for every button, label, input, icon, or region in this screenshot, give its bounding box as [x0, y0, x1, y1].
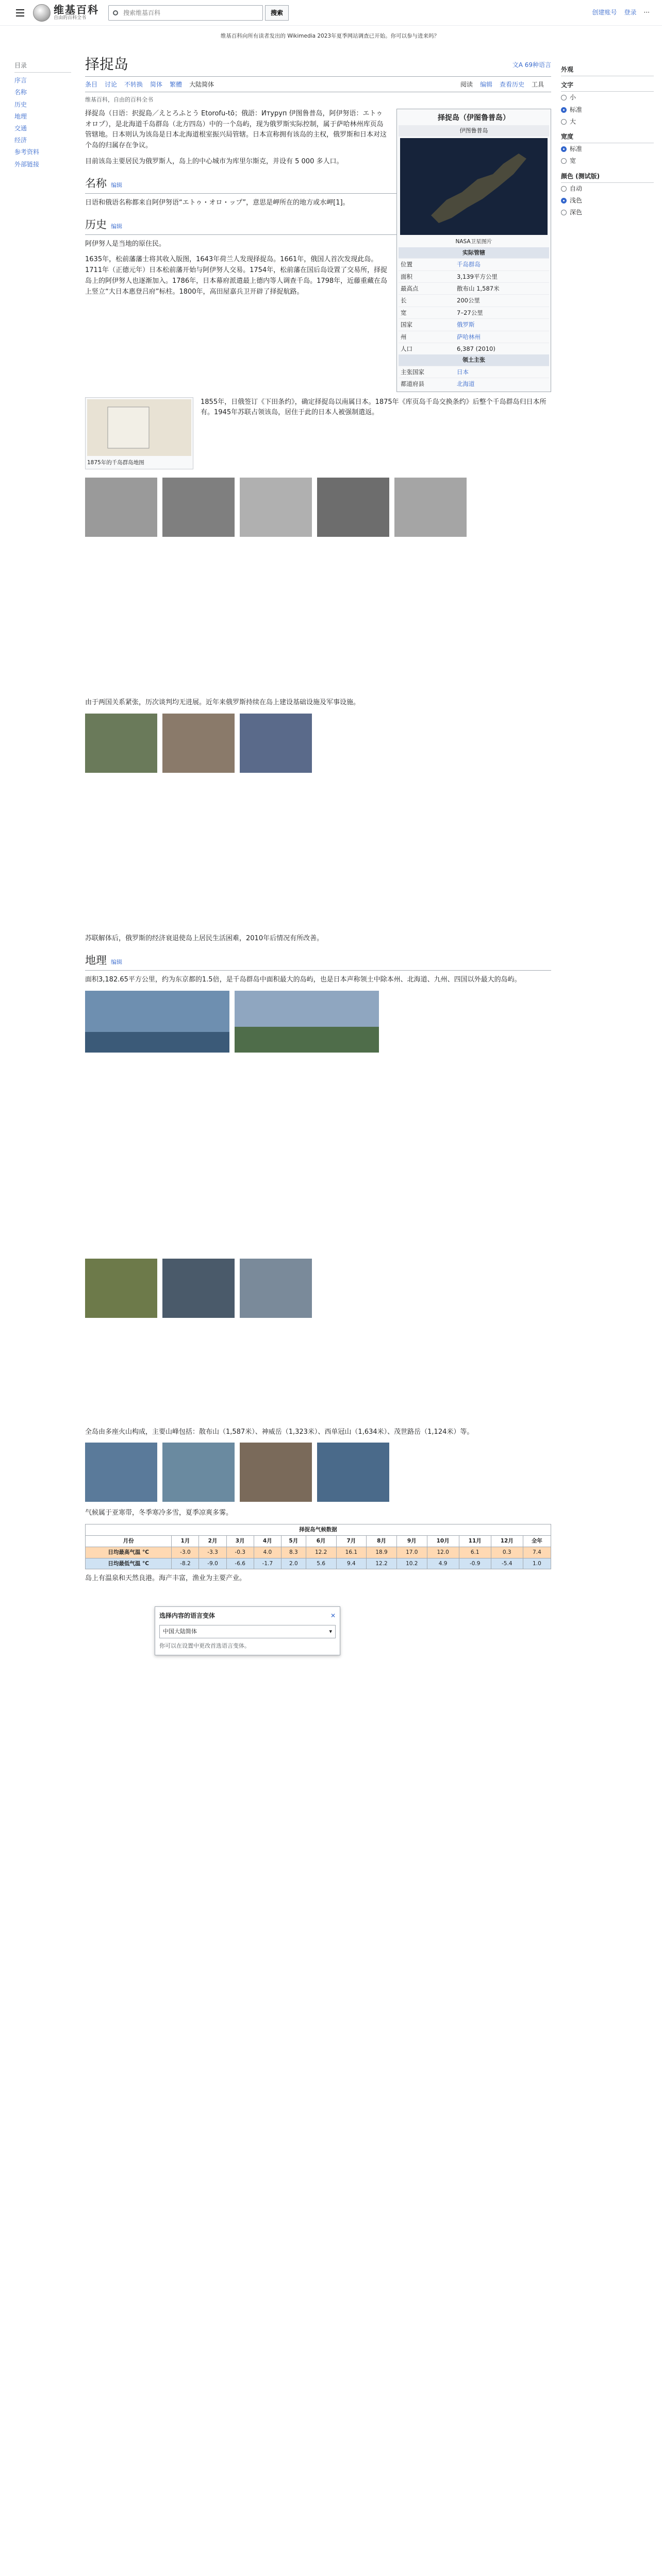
option-label: 标准	[570, 145, 583, 153]
landscape-photo[interactable]	[85, 991, 229, 1053]
radio-icon	[561, 119, 567, 125]
appearance-heading: 外观	[561, 65, 654, 76]
radio-selected-icon	[561, 107, 567, 113]
climate-cell: 2.0	[281, 1558, 306, 1569]
climate-cell: -3.3	[199, 1547, 226, 1558]
climate-header: 4月	[254, 1536, 281, 1547]
tab-history[interactable]: 查看历史	[499, 81, 524, 88]
color-auto[interactable]	[561, 183, 654, 195]
infobox-caption: NASA卫星图片	[455, 238, 492, 245]
infobox-key: 长	[399, 295, 455, 307]
climate-cell: -0.3	[226, 1547, 254, 1558]
climate-cell: -9.0	[199, 1558, 226, 1569]
infobox-key: 州	[399, 331, 455, 343]
infobox	[396, 109, 551, 392]
climate-cell: 18.9	[367, 1547, 397, 1558]
climate-cell: -6.6	[226, 1558, 254, 1569]
language-button[interactable]: 文A 69种语言	[512, 61, 551, 69]
infobox-value[interactable]: 俄罗斯	[455, 319, 549, 331]
climate-header: 月份	[86, 1536, 172, 1547]
infobox-key: 国家	[399, 319, 455, 331]
popup-note: 你可以在设置中更改首选语言变体。	[159, 1642, 250, 1650]
option-label: 深色	[570, 209, 583, 216]
option-label: 自动	[570, 184, 583, 192]
infobox-value[interactable]: 日本	[455, 366, 549, 378]
history-gallery	[85, 478, 551, 537]
radio-icon	[561, 95, 567, 100]
gallery-photo[interactable]	[240, 1443, 312, 1502]
toc-heading: 目录	[14, 61, 71, 73]
edit-link[interactable]: 编辑	[111, 958, 122, 965]
article-content	[85, 56, 551, 1589]
historic-map-image	[87, 399, 191, 456]
appearance-panel	[561, 61, 654, 218]
wikipedia-globe-icon	[33, 4, 51, 22]
gallery-photo[interactable]	[85, 1259, 157, 1318]
geography-paragraph: 面积3,182.65平方公里，约为东京都的1.5倍，是千岛群岛中面积最大的岛屿，也是日本声称领土中除本州、北海道、九州、四国以外最大的岛屿。	[85, 975, 521, 984]
climate-header: 5月	[281, 1536, 306, 1547]
infobox-section: 领土主张	[399, 354, 549, 366]
climate-header: 全年	[523, 1536, 551, 1547]
search-icon	[113, 10, 118, 15]
site-name: 维基百科	[54, 4, 99, 16]
climate-cell: -5.4	[491, 1558, 523, 1569]
survey-banner[interactable]: 维基百科向所有读者发出的 Wikimedia 2023年夏季网站调查已开始。你可以参与进来吗？	[220, 33, 440, 39]
history-paragraph: 由于两国关系紧张，历次谈判均无进展。近年来俄罗斯持续在岛上建设基础设施及军事设施。	[85, 699, 360, 707]
width-label: 宽度	[561, 132, 654, 143]
climate-header: 11月	[459, 1536, 491, 1547]
option-label: 小	[570, 94, 576, 101]
geography-gallery	[85, 991, 551, 1053]
infobox-value: 200公里	[455, 295, 549, 307]
site-logo[interactable]	[33, 4, 99, 22]
gallery-photo[interactable]	[85, 714, 157, 773]
top-bar	[0, 0, 662, 26]
climate-cell: 7.4	[523, 1547, 551, 1558]
option-label: 标准	[570, 106, 583, 113]
climate-row-label: 日均最低气温 °C	[86, 1558, 172, 1569]
gallery-photo[interactable]	[240, 478, 312, 537]
toc-item[interactable]: 经济	[14, 137, 27, 144]
gallery-photo[interactable]	[162, 478, 235, 537]
popup-title: 选择内容的语言变体	[159, 1612, 216, 1619]
toc-item[interactable]: 地理	[14, 112, 27, 120]
gallery-photo[interactable]	[162, 1259, 235, 1318]
climate-cell: 0.3	[491, 1547, 523, 1558]
climate-cell: 16.1	[336, 1547, 367, 1558]
tab-variant-simplified[interactable]: 简体	[150, 81, 163, 88]
table-of-contents	[14, 61, 71, 171]
gallery-photo[interactable]	[394, 478, 467, 537]
color-light[interactable]	[561, 195, 654, 207]
historic-map-thumbnail[interactable]	[85, 397, 193, 470]
infobox-key: 面积	[399, 270, 455, 282]
option-label: 大	[570, 117, 576, 125]
variant-select[interactable]: 中国大陆简体 ▾	[159, 1625, 336, 1638]
infobox-key: 主张国家	[399, 366, 455, 378]
toc-item[interactable]: 历史	[14, 100, 27, 108]
climate-cell: 12.2	[306, 1547, 336, 1558]
island-satellite-graphic	[400, 138, 551, 235]
history-paragraph: 1855年，日俄签订《下田条约》，确定择捉岛以南属日本。1875年《库页岛千岛交换条约》后整个千岛群岛归日本所有。1945年苏联占领该岛，居住于此的日本人被强制遣返。	[201, 398, 547, 417]
infobox-value[interactable]: 萨哈林州	[455, 331, 549, 343]
climate-cell: 8.3	[281, 1547, 306, 1558]
gallery-photo[interactable]	[85, 1443, 157, 1502]
climate-cell: -1.7	[254, 1558, 281, 1569]
history-paragraph: 1635年，松前藩藩士将其收入版图，1643年荷兰人发现择捉岛。1661年，俄国人首次发现此岛。1711年（正德元年）日本松前藩开始与阿伊努人交易。1754年，松前藩在国后岛设置了交易所，择捉岛上的阿伊努人也逐渐加入。1786年，日本幕府派遣最上德内等人调查千岛。1798年，近藤重藏在岛上竖立“大日本惠登吕府”标柱。1800年，高田屋嘉兵卫开辟了择捉航路。	[85, 256, 388, 296]
climate-header: 9月	[396, 1536, 427, 1547]
tab-read[interactable]: 阅读	[460, 81, 473, 88]
name-paragraph: 日语和俄语名称都来自阿伊努语“エトゥ・オロ・ップ”，意思是岬所在的地方或水岬[1]。	[85, 198, 350, 207]
climate-cell: 4.0	[254, 1547, 281, 1558]
search-input[interactable]	[108, 5, 263, 21]
infobox-value: 散布山 1,587米	[455, 282, 549, 294]
text-size-small[interactable]	[561, 92, 654, 104]
climate-cell: 12.0	[427, 1547, 459, 1558]
tab-article[interactable]: 条目	[85, 81, 98, 88]
climate-cell: 17.0	[396, 1547, 427, 1558]
tab-variant-traditional[interactable]: 繁體	[170, 81, 183, 88]
tab-tools[interactable]: 工具	[531, 81, 544, 88]
geography-paragraph: 全岛由多座火山构成，主要山峰包括：散布山（1,587米）、神威岳（1,323米）、西单冠山（1,634米）、茂世路岳（1,124米）等。	[85, 1428, 474, 1436]
width-wide[interactable]	[561, 155, 654, 167]
toc-item[interactable]: 参考资料	[14, 148, 40, 156]
gallery-photo[interactable]	[240, 1259, 312, 1318]
text-size-label: 文字	[561, 80, 654, 92]
climate-row-label: 日均最高气温 °C	[86, 1547, 172, 1558]
climate-header: 12月	[491, 1536, 523, 1547]
from-line: 维基百科，自由的百科全书	[85, 96, 153, 104]
toc-item[interactable]: 外部链接	[14, 160, 40, 168]
climate-table	[85, 1524, 551, 1569]
infobox-value: 7–27公里	[455, 307, 549, 318]
edit-link[interactable]: 编辑	[111, 181, 122, 189]
geography-gallery-2	[85, 1259, 551, 1318]
climate-cell: 6.1	[459, 1547, 491, 1558]
climate-title: 择捉岛气候数据	[86, 1524, 551, 1536]
heading-text: 地理	[85, 954, 107, 967]
radio-selected-icon	[561, 146, 567, 152]
radio-icon	[561, 210, 567, 215]
site-tagline: 自由的百科全书	[54, 15, 87, 21]
heading-text: 名称	[85, 177, 107, 190]
text-size-large[interactable]	[561, 116, 654, 128]
climate-cell: 1.0	[523, 1558, 551, 1569]
climate-cell: 4.9	[427, 1558, 459, 1569]
search-button[interactable]: 搜索	[265, 5, 289, 21]
option-label: 浅色	[570, 196, 583, 204]
close-icon[interactable]: ✕	[330, 1612, 336, 1619]
infobox-section: 实际管辖	[399, 247, 549, 259]
gallery-photo[interactable]	[85, 478, 157, 537]
infobox-key: 宽	[399, 307, 455, 318]
climate-cell: -0.9	[459, 1558, 491, 1569]
climate-cell: 9.4	[336, 1558, 367, 1569]
thumbnail-caption: 1875年的千岛群岛地图	[87, 460, 144, 466]
main-menu-icon[interactable]	[11, 4, 29, 22]
page-title: 择捉岛	[85, 57, 129, 73]
infobox-value[interactable]: 千岛群岛	[455, 259, 549, 270]
tab-variant-none[interactable]: 不转换	[124, 81, 143, 88]
landscape-photo[interactable]	[235, 991, 379, 1053]
climate-header: 10月	[427, 1536, 459, 1547]
gallery-photo[interactable]	[317, 1443, 389, 1502]
text-size-standard[interactable]	[561, 104, 654, 116]
radio-icon	[561, 186, 567, 192]
satellite-image[interactable]	[400, 138, 548, 235]
geography-gallery-3	[85, 1443, 551, 1502]
gallery-photo[interactable]	[162, 1443, 235, 1502]
page-tabs	[85, 80, 551, 92]
climate-header: 1月	[172, 1536, 199, 1547]
infobox-value[interactable]: 北海道	[455, 378, 549, 390]
history-gallery-2	[85, 714, 551, 773]
infobox-key: 人口	[399, 343, 455, 354]
gallery-photo[interactable]	[162, 714, 235, 773]
climate-header: 6月	[306, 1536, 336, 1547]
infobox-native-name: 伊图鲁普岛	[399, 125, 549, 137]
infobox-value: 3,139平方公里	[455, 270, 549, 282]
radio-selected-icon	[561, 198, 567, 204]
economy-paragraph: 岛上有温泉和天然良港。海产丰富，渔业为主要产业。	[85, 1574, 246, 1583]
toc-item[interactable]: 名称	[14, 89, 27, 96]
history-paragraph: 苏联解体后，俄罗斯的经济衰退使岛上居民生活困难，2010年后情况有所改善。	[85, 935, 324, 943]
tab-variant-mainland[interactable]: 大陆简体	[189, 81, 214, 88]
climate-header: 2月	[199, 1536, 226, 1547]
intro-paragraph-2: 目前该岛主要居民为俄罗斯人，岛上的中心城市为库里尔斯克，并设有 5 000 多人口。	[85, 157, 343, 165]
create-account-link[interactable]: 创建账号	[592, 8, 617, 16]
climate-cell: 10.2	[396, 1558, 427, 1569]
color-label: 颜色 (测试版)	[561, 172, 654, 183]
infobox-key: 位置	[399, 259, 455, 270]
toc-item[interactable]: 序言	[14, 77, 27, 84]
intro-paragraph: 择捉岛（日语：択捉島／えとろふとう Etorofu-tō；俄語：Итуруп 伊图鲁普岛，阿伊努语：エトゥオロプ），是北海道千岛群岛（北方四岛）中的一个岛屿，现为俄罗斯实际控制，属于萨哈林州库页岛管辖地。日本则认为该岛是日本北海道根室振兴局管辖。日本宣称拥有该岛的主权，俄罗斯和日本对这个岛的归属存在争议。	[85, 109, 387, 150]
tab-edit[interactable]: 编辑	[479, 81, 492, 88]
edit-link[interactable]: 编辑	[111, 223, 122, 230]
infobox-value: 6,387 (2010)	[455, 343, 549, 354]
infobox-table	[399, 247, 549, 390]
section-heading-geography	[85, 953, 551, 971]
search-form	[108, 5, 289, 21]
climate-cell: -3.0	[172, 1547, 199, 1558]
infobox-title: 择捉岛（伊图鲁普岛）	[438, 113, 510, 122]
width-standard[interactable]	[561, 143, 654, 155]
climate-cell: -8.2	[172, 1558, 199, 1569]
gallery-photo[interactable]	[240, 714, 312, 773]
language-variant-popup	[155, 1606, 340, 1655]
climate-cell: 12.2	[367, 1558, 397, 1569]
climate-header: 3月	[226, 1536, 254, 1547]
radio-icon	[561, 158, 567, 164]
tab-talk[interactable]: 讨论	[105, 81, 118, 88]
color-dark[interactable]	[561, 207, 654, 218]
history-paragraph: 阿伊努人是当地的原住民。	[85, 240, 166, 248]
more-tools-button[interactable]: ···	[643, 8, 650, 16]
page-title-row	[85, 56, 551, 77]
option-label: 宽	[570, 157, 576, 165]
toc-item[interactable]: 交通	[14, 124, 27, 132]
climate-cell: 5.6	[306, 1558, 336, 1569]
geography-paragraph: 气候属于亚寒带，冬季寒冷多雪，夏季凉爽多雾。	[85, 1509, 233, 1517]
infobox-key: 最高点	[399, 282, 455, 294]
gallery-photo[interactable]	[317, 478, 389, 537]
climate-header: 8月	[367, 1536, 397, 1547]
login-link[interactable]: 登录	[624, 8, 637, 16]
climate-header: 7月	[336, 1536, 367, 1547]
infobox-key: 都道府县	[399, 378, 455, 390]
heading-text: 历史	[85, 218, 107, 231]
